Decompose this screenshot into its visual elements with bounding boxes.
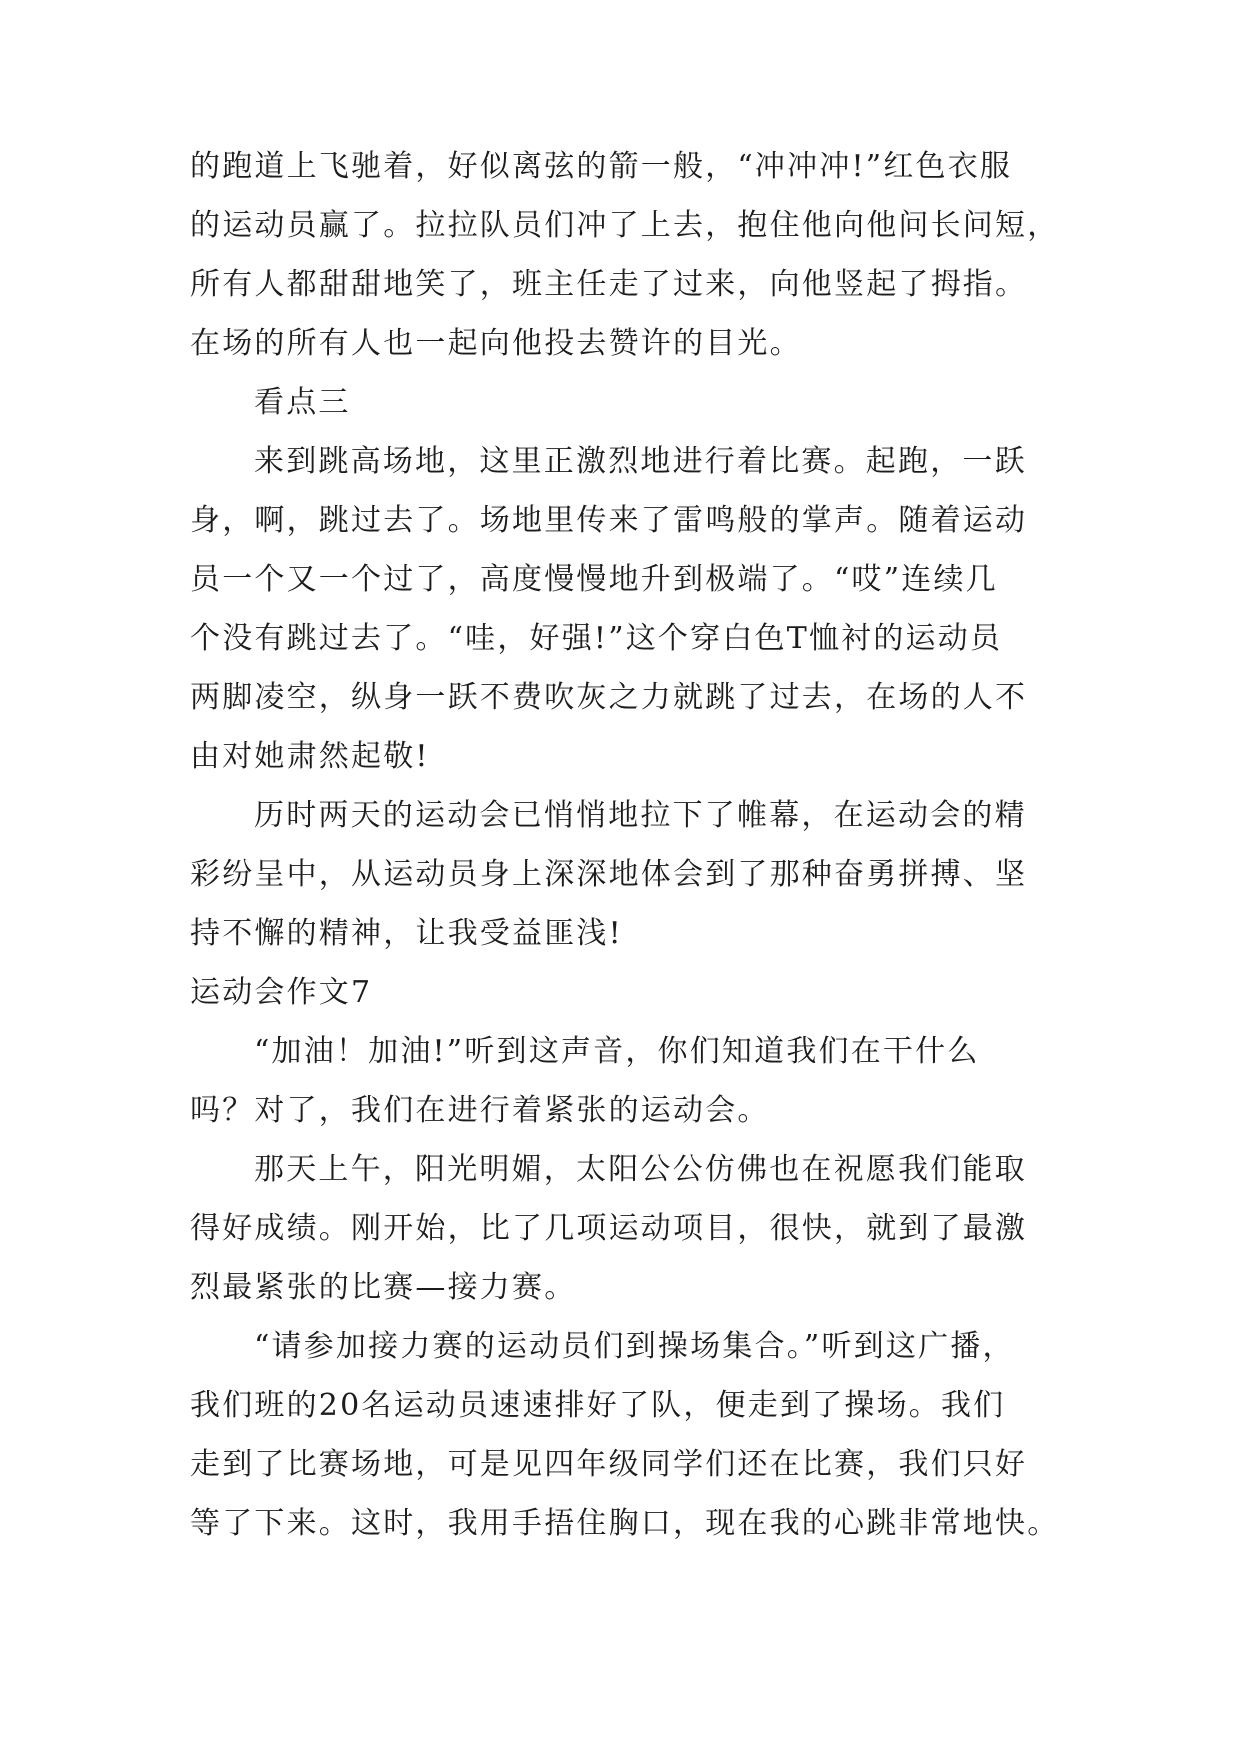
text-line: 得好成绩。刚开始，比了几项运动项目，很快，就到了最激 [190, 1211, 1028, 1246]
text-line: 历时两天的运动会已悄悄地拉下了帷幕，在运动会的精 [254, 798, 1027, 833]
text-line: 吗？对了，我们在进行着紧张的运动会。 [190, 1093, 770, 1128]
text-line: 持不懈的精神，让我受益匪浅! [190, 916, 623, 951]
text-line: 身，啊，跳过去了。场地里传来了雷鸣般的掌声。随着运动 [190, 503, 1028, 538]
section-heading: 看点三 [254, 385, 351, 420]
text-line: 烈最紧张的比赛—接力赛。 [190, 1270, 577, 1305]
text-line: 的运动员赢了。拉拉队员们冲了上去，抱住他向他问长问短， [190, 208, 1060, 243]
text-line: 我们班的20名运动员速速排好了队，便走到了操场。我们 [190, 1388, 1006, 1423]
text-line: 的跑道上飞驰着，好似离弦的箭一般，“冲冲冲!”红色衣服 [190, 149, 1013, 184]
text-line: 个没有跳过去了。“哇，好强!”这个穿白色T恤衬的运动员 [190, 621, 1003, 656]
essay-title: 运动会作文7 [190, 975, 373, 1010]
text-line: 来到跳高场地，这里正激烈地进行着比赛。起跑，一跃 [254, 444, 1027, 479]
text-line: 由对她肃然起敬! [190, 739, 430, 774]
text-line: “请参加接力赛的运动员们到操场集合。”听到这广播， [254, 1329, 1015, 1364]
text-line: 两脚凌空，纵身一跃不费吹灰之力就跳了过去，在场的人不 [190, 680, 1028, 715]
text-line: 员一个又一个过了，高度慢慢地升到极端了。“哎”连续几 [190, 562, 998, 597]
text-line: “加油！加油!”听到这声音，你们知道我们在干什么 [254, 1034, 980, 1069]
text-line: 等了下来。这时，我用手捂住胸口，现在我的心跳非常地快。 [190, 1506, 1060, 1541]
text-line: 所有人都甜甜地笑了，班主任走了过来，向他竖起了拇指。 [190, 267, 1028, 302]
text-line: 在场的所有人也一起向他投去赞许的目光。 [190, 326, 802, 361]
text-line: 那天上午，阳光明媚，太阳公公仿佛也在祝愿我们能取 [254, 1152, 1027, 1187]
text-line: 走到了比赛场地，可是见四年级同学们还在比赛，我们只好 [190, 1447, 1028, 1482]
text-line: 彩纷呈中，从运动员身上深深地体会到了那种奋勇拼搏、坚 [190, 857, 1028, 892]
